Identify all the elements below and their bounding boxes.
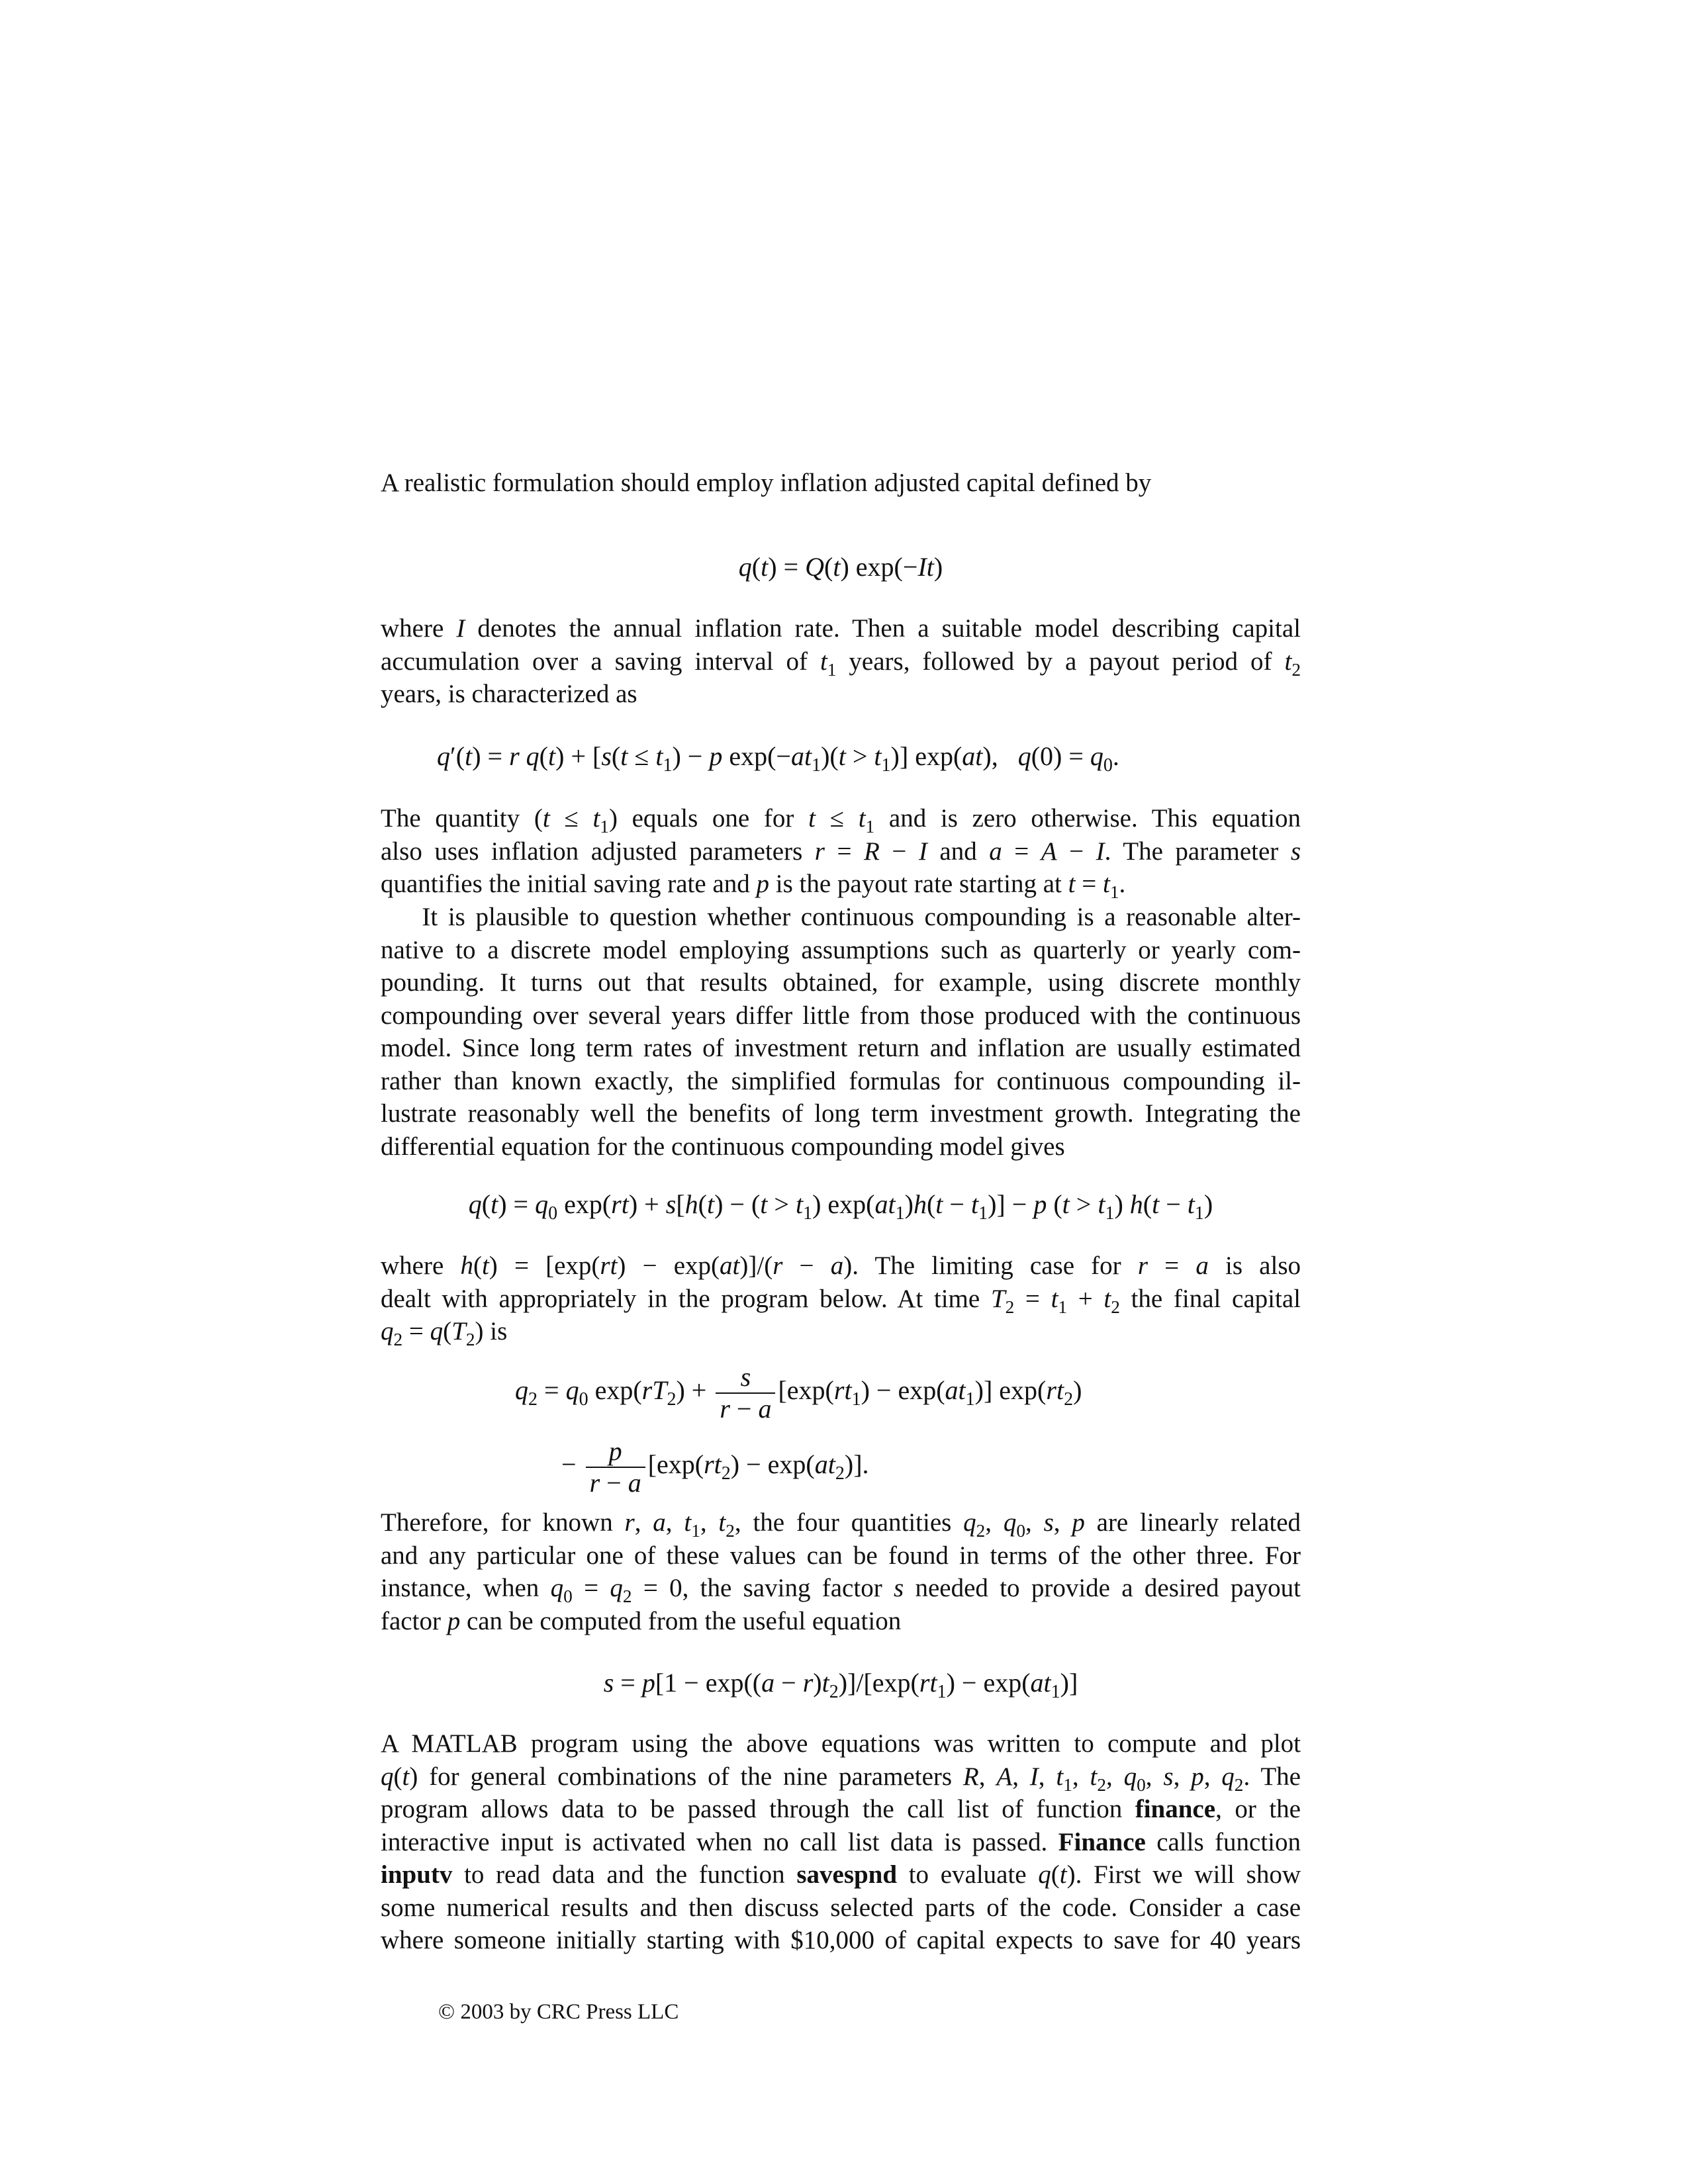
paragraph-matlab: A MATLAB program using the above equations was written to compute and plot q(t) for general combinations of the nine parameters R, A, I, $t_1$, $t_2$, $q_0$, s, p, $q_2$. The program allows data to be passed through the call list of function finance, or the interactive input is activated when no call list data is passed. Finance calls function inputv to read data and the function savespnd to evaluate q(t). First we will show some numerical results and then discuss selected parts of the code. Consider a case where someone initially starting with $10,000 of capital expects to save for 40 years <box>381 1729 1301 1954</box>
equation-capital-ode: q′(t) = r $q(t) + [s(t \le t_1) - p$ $\exp(-at_1)(t > t_1)$] exp(at), $q(0) = q_0$. <box>437 741 1119 776</box>
equation-capital-solution: $q(t) = q_0$ $\exp(rt) + s[h(t) - (t > t_1)$ $\exp(at_1)h(t - t_1)] - p$ $(t > t_1)$ $h(t - t_1)$ <box>468 1189 1213 1224</box>
paragraph-where-inflation: where I denotes the annual inflation rate. Then a suitable model describing capital accumulation over a saving interval of $t_1$ years, followed by a payout period of $t_2$ years, is characterized as <box>381 614 1301 708</box>
equation-final-capital-line1: $q_2 = q_0$ $\exp(rT_2)$ + $\frac{s}{r - a}$ $[\exp(rt_1) - \exp(at_1)]$ $\exp(rt_2)$ <box>515 1362 1082 1424</box>
paragraph-intro <box>381 467 1301 500</box>
keyword-inputv: inputv <box>381 1860 453 1889</box>
equation-final-capital-line2: − $\frac{p}{r - a}$ $[\exp(rt_2) - \exp(at_2)]$. <box>561 1436 869 1498</box>
paragraph-continuous-compounding: It is plausible to question whether continuous compounding is a reasonable alter- native to a discrete model employing assumptions such as quarterly or yearly com- pounding. It turns out that results obtained, for example, using discrete monthly compounding over several years differ little from those produced with the continuous model. Since long term rates of investment return and inflation are usually estimated rather than known exactly, the simplified formulas for continuous compounding il- lustrate reasonably well the benefits of long term investment growth. Integrating the differential equation for the continuous compounding model gives <box>381 903 1301 1161</box>
equation-inflation-adjusted-capital: q(t) = Q(t) exp(−It) <box>738 552 943 582</box>
keyword-finance-capitalized: Finance <box>1058 1827 1146 1856</box>
keyword-finance: finance <box>1135 1795 1216 1823</box>
paragraph-where-h: where h(t) = [exp(rt) − exp(at)]/(r − a). The limiting case for r = a is also dealt with appropriately in the program below. At time $T_2 = t_1 + t_2$ the final capital $q_2 = q(T_2)$ is <box>381 1251 1301 1349</box>
paragraph-therefore: Therefore, for known r, a, $t_1$, $t_2$, the four quantities $q_2$, $q_0$, s, p are linearly related and any particular one of these values can be found in terms of the other three. For instance, when $q_0 = q_2 = 0$, the saving factor s needed to provide a desired payout factor p can be computed from the useful equation <box>381 1508 1301 1635</box>
equation-saving-factor: $s = p[1 - \exp((a - r)t_2)]/[\exp(rt_1) - \exp(at_1)]$ <box>603 1668 1078 1702</box>
keyword-savespnd: savespnd <box>796 1860 898 1889</box>
paragraph-intro-text: A realistic formulation should employ inflation adjusted capital defined by <box>381 469 1152 497</box>
copyright-footer: © 2003 by CRC Press LLC <box>438 2000 679 2024</box>
paragraph-quantity: The quantity $(t \le t_1)$ equals one for $t \le t_1$ and is zero otherwise. This equation also uses inflation adjusted parameters r = R − I and a = A − I. The parameter s quantifies the initial saving rate and p is the payout rate starting at $t = t_1$. <box>381 804 1301 902</box>
